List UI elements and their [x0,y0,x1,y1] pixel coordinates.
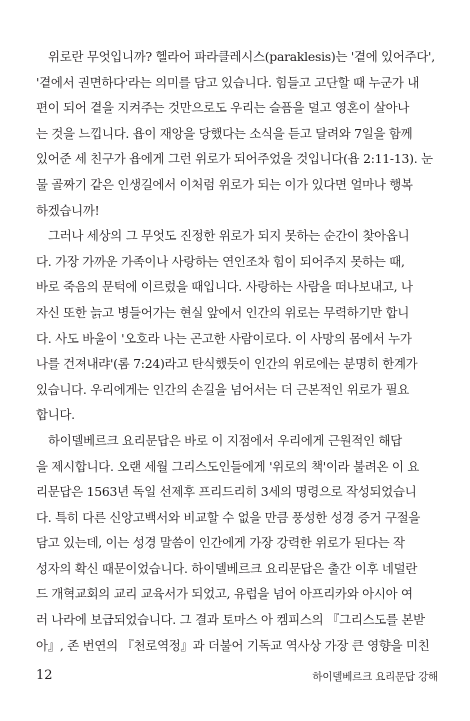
text-line: 다. 가장 가까운 가족이나 사랑하는 연인조차 힘이 되어주지 못하는 때, [36,253,405,269]
text-line: 드 개혁교회의 교리 교육서가 되었고, 유럽을 넘어 아프리카와 아시아 여 [36,586,413,602]
text-line: 다. 특히 다른 신앙고백서와 비교할 수 없을 만큼 풍성한 성경 증거 구절을 [36,509,421,525]
text-line: 위로란 무엇입니까? 헬라어 파라클레시스(paraklesis)는 '곁에 있어주다', [48,49,435,64]
text-line: 리문답은 1563년 독일 선제후 프리드리히 3세의 명령으로 작성되었습니 [36,484,417,500]
text-line: 성자의 확신 때문이었습니다. 하이델베르크 요리문답은 출간 이후 네덜란 [36,560,418,576]
text-line: 나를 건져내랴'(롬 7:24)라고 탄식했듯이 인간의 위로에는 분명히 한계가 [36,356,418,372]
text-line: 러 나라에 보급되었습니다. 그 결과 토마스 아 켐피스의 『그리스도를 본받 [36,612,425,628]
text-line: 아』, 존 번연의 『천로역정』과 더불어 기독교 역사상 가장 큰 영향을 미친 [36,637,430,653]
body-text [36,44,438,658]
text-line: 다. 사도 바울이 '오호라 나는 곤고한 사람이로다. 이 사망의 몸에서 누가 [36,330,412,346]
text-line: 물 골짜기 같은 인생길에서 이처럼 위로가 되는 이가 있다면 얼마나 행복 [36,176,413,192]
page-footer [36,668,438,688]
text-line: 있어준 세 친구가 욥에게 그런 위로가 되어주었을 것입니다(욥 2:11-13). 눈 [36,151,433,167]
text-line: 그러나 세상의 그 무엇도 진정한 위로가 되지 못하는 순간이 찾아옵니 [48,228,410,244]
page-number: 12 [36,668,53,683]
text-line: 자신 또한 늙고 병들어가는 현실 앞에서 인간의 위로는 무력하기만 합니 [36,304,410,320]
text-line: 을 제시합니다. 오랜 세월 그리스도인들에게 '위로의 책'이라 불려온 이 요 [36,458,420,474]
text-line: 있습니다. 우리에게는 인간의 손길을 넘어서는 더 근본적인 위로가 필요 [36,381,410,397]
text-line: 담고 있는데, 이는 성경 말씀이 인간에게 가장 강력한 위로가 된다는 작 [36,535,405,551]
text-line: 바로 죽음의 문턱에 이르렀을 때입니다. 사랑하는 사람을 떠나보내고, 나 [36,279,413,295]
running-title: 하이델베르크 요리문답 강해 [312,671,438,683]
text-line: 합니다. [36,407,75,423]
text-line: 는 것을 느낍니다. 욥이 재앙을 당했다는 소식을 듣고 달려와 7일을 함께 [36,125,413,141]
text-line: 편이 되어 곁을 지켜주는 것만으로도 우리는 슬픔을 덜고 영혼이 살아나 [36,100,410,116]
text-line: '곁에서 권면하다'라는 의미를 담고 있습니다. 힘들고 고단할 때 누군가 내 [36,74,420,90]
text-line: 하이델베르크 요리문답은 바로 이 지점에서 우리에게 근원적인 해답 [48,432,402,448]
text-line: 하겠습니까! [36,202,100,218]
